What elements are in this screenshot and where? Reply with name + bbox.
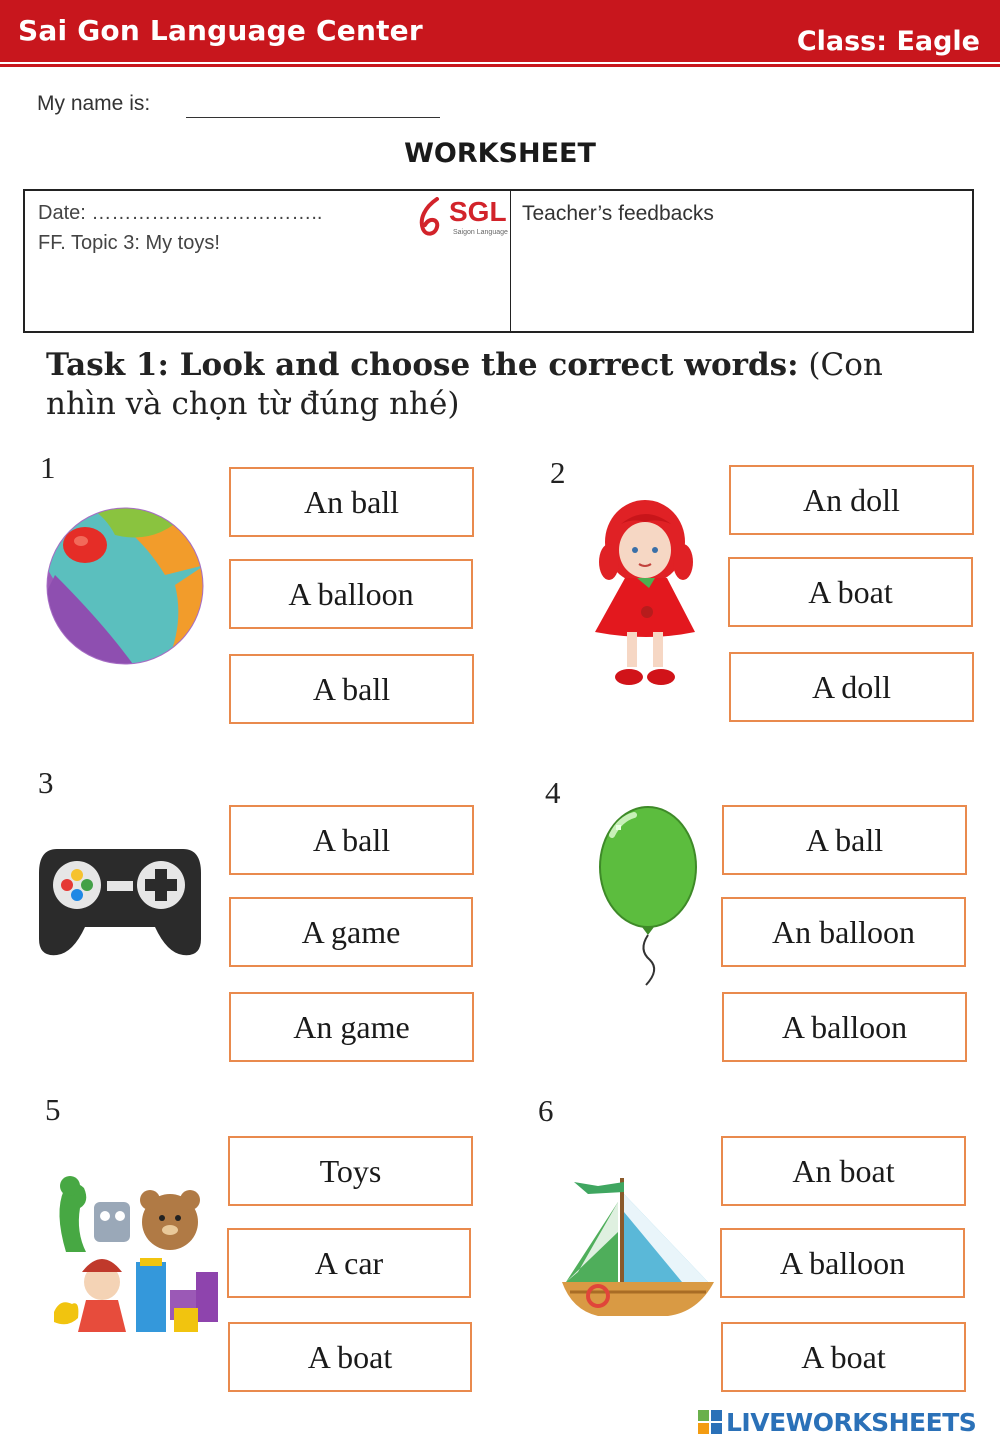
q6-option-3[interactable]: A boat (721, 1322, 966, 1392)
header-divider (0, 64, 1000, 67)
center-name: Sai Gon Language Center (18, 14, 423, 47)
beach-ball-icon (45, 505, 205, 667)
liveworksheets-logo[interactable] (698, 1406, 976, 1438)
q4-option-1[interactable]: A ball (722, 805, 967, 875)
question-2-number: 2 (550, 455, 566, 490)
task-title: Task 1: Look and choose the correct words: (46, 347, 799, 383)
question-3-number: 3 (38, 765, 54, 800)
info-divider (510, 191, 511, 331)
teacher-feedback-label: Teacher’s feedbacks (522, 202, 714, 225)
q2-option-1[interactable]: An doll (729, 465, 974, 535)
question-6-number: 6 (538, 1093, 554, 1128)
question-4-number: 4 (545, 775, 561, 810)
toys-pile-icon (50, 1172, 220, 1337)
q5-option-1[interactable]: Toys (228, 1136, 473, 1206)
info-box (23, 189, 974, 333)
task-instruction (46, 346, 946, 424)
name-input-line[interactable] (186, 117, 440, 118)
q1-option-1[interactable]: An ball (229, 467, 474, 537)
q1-option-3[interactable]: A ball (229, 654, 474, 724)
sgl-logo-subtext: Saigon Language (453, 229, 508, 236)
question-5-number: 5 (45, 1092, 61, 1127)
q3-option-3[interactable]: An game (229, 992, 474, 1062)
date-label: Date: …………………………….. (38, 202, 323, 224)
topic-label: FF. Topic 3: My toys! (38, 232, 220, 254)
q3-option-1[interactable]: A ball (229, 805, 474, 875)
doll-icon (587, 492, 707, 692)
liveworksheets-blocks-icon (698, 1410, 722, 1434)
q2-option-3[interactable]: A doll (729, 652, 974, 722)
class-name: Class: Eagle (796, 26, 980, 57)
sgl-logo-text: SGL (449, 196, 507, 227)
liveworksheets-brand: LIVEWORKSHEETS (726, 1407, 977, 1437)
balloon-icon (598, 805, 700, 990)
question-1-number: 1 (40, 450, 56, 485)
q5-option-3[interactable]: A boat (228, 1322, 472, 1392)
q5-option-2[interactable]: A car (227, 1228, 471, 1298)
q1-option-2[interactable]: A balloon (229, 559, 473, 629)
sgl-swoosh-icon (415, 197, 449, 239)
q6-option-2[interactable]: A balloon (720, 1228, 965, 1298)
task-subtitle: (Con nhìn và chọn từ đúng nhé) (46, 347, 883, 422)
q4-option-2[interactable]: An balloon (721, 897, 966, 967)
sailboat-icon (558, 1172, 718, 1322)
game-controller-icon (37, 843, 203, 959)
q2-option-2[interactable]: A boat (728, 557, 973, 627)
header-bar (0, 0, 1000, 62)
q6-option-1[interactable]: An boat (721, 1136, 966, 1206)
worksheet-title: WORKSHEET (404, 138, 596, 169)
name-label: My name is: (37, 92, 151, 115)
sgl-logo (415, 195, 510, 239)
q4-option-3[interactable]: A balloon (722, 992, 967, 1062)
q3-option-2[interactable]: A game (229, 897, 473, 967)
